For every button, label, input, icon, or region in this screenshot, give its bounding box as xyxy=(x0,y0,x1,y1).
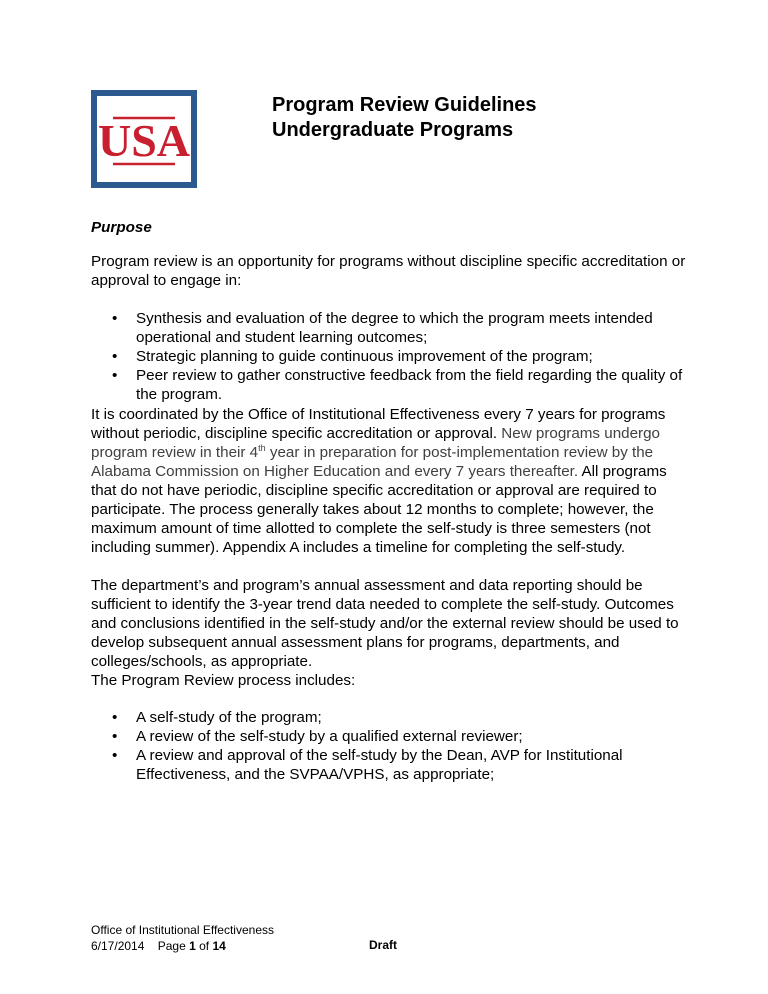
coordination-paragraph xyxy=(91,405,691,557)
list-item xyxy=(91,309,691,347)
list-item-text: A review and approval of the self-study by the Dean, AVP for Institutional Effectiveness, and the SVPAA/VPHS, as appropriate; xyxy=(136,747,623,783)
draft-label: Draft xyxy=(369,938,398,952)
bullet-icon: • xyxy=(112,747,118,764)
usa-logo-inner xyxy=(97,96,191,182)
footer-page-prefix: Page xyxy=(157,939,190,953)
title-line-2: Undergraduate Programs xyxy=(272,119,514,141)
process-bullet-list xyxy=(91,708,691,784)
footer-page-total: 14 xyxy=(212,939,226,953)
title-line-1: Program Review Guidelines xyxy=(272,94,537,116)
footer-date: 6/17/2014 xyxy=(91,939,145,953)
list-item xyxy=(91,708,691,727)
list-item xyxy=(91,366,691,404)
para2-part1: It is coordinated by the Office of Institutional Effectiveness every 7 years for programs without periodic, discipline specific accreditation or approval. xyxy=(91,406,666,442)
usa-logo xyxy=(91,90,197,188)
list-item xyxy=(91,727,691,746)
assessment-paragraph: The department’s and program’s annual assessment and data reporting should be sufficient to identify the 3-year trend data needed to complete the self-study. Outcomes and conclusions identified in the self-study and/or the external review should be used to develop subsequent annual assessment plans for programs, departments, and colleges/schools, as appropriate. xyxy=(91,577,679,670)
para2-part2a: New programs undergo program review in their 4 xyxy=(91,425,660,461)
list-item xyxy=(91,746,691,784)
list-item-text: A self-study of the program; xyxy=(136,709,322,726)
list-item-text: Synthesis and evaluation of the degree to which the program meets intended operational and student learning outcomes; xyxy=(136,310,653,346)
footer-date-page xyxy=(91,938,274,954)
list-item-text: A review of the self-study by a qualified external reviewer; xyxy=(136,728,523,745)
footer-page-number: 1 xyxy=(189,939,196,953)
list-item-text: Strategic planning to guide continuous improvement of the program; xyxy=(136,348,593,365)
document-title xyxy=(272,93,537,143)
para2-part3: All programs that do not have periodic, discipline specific accreditation or approval are required to participate. The process generally takes about 12 months to complete; however, the maximum amount of time allotted to complete the self-study is three semesters (not including summer). Appendix A includes a timeline for completing the self-study. xyxy=(91,463,667,556)
usa-logo-letters: USA xyxy=(97,115,191,166)
footer-page-of: of xyxy=(195,939,213,953)
usa-logo-icon xyxy=(97,96,191,182)
list-item-text: Peer review to gather constructive feedback from the field regarding the quality of the program. xyxy=(136,367,683,403)
list-item xyxy=(91,347,691,366)
intro-paragraph: Program review is an opportunity for programs without discipline specific accreditation or approval to engage in: xyxy=(91,253,686,289)
superscript-th: th xyxy=(258,442,266,453)
bullet-icon: • xyxy=(112,310,118,327)
bullet-icon: • xyxy=(112,348,118,365)
bullet-icon: • xyxy=(112,728,118,745)
footer-office: Office of Institutional Effectiveness xyxy=(91,923,274,937)
para2-part2b: year in preparation for post-implementation review by the Alabama Commission on Higher Education and every 7 years thereafter. xyxy=(91,444,654,480)
bullet-icon: • xyxy=(112,367,118,384)
purpose-bullet-list xyxy=(91,309,691,404)
page-footer xyxy=(91,922,274,954)
purpose-heading: Purpose xyxy=(91,219,152,236)
bullet-icon: • xyxy=(112,709,118,726)
process-intro: The Program Review process includes: xyxy=(91,672,356,689)
